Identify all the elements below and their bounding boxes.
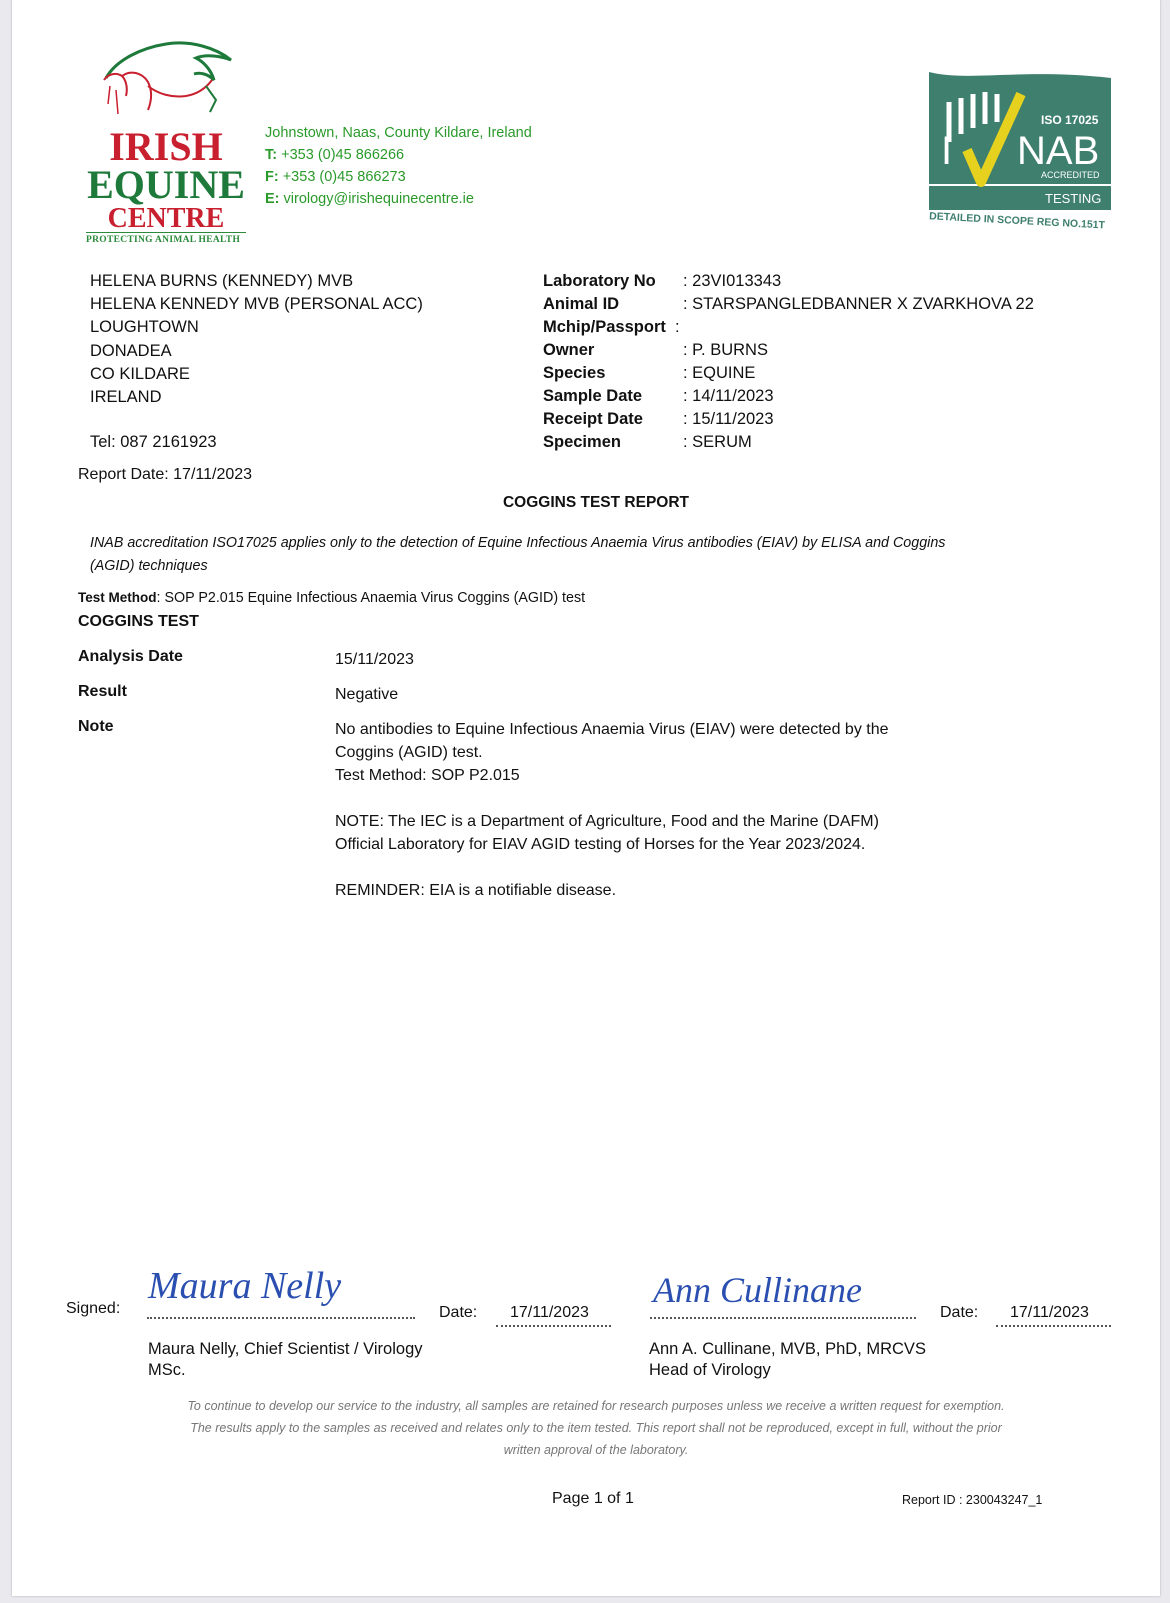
note-paragraph: REMINDER: EIA is a notifiable disease.	[335, 882, 617, 899]
signature-maura-nelly	[144, 1258, 414, 1318]
signatory1	[148, 1339, 423, 1381]
report-title: COGGINS TEST REPORT	[502, 494, 689, 511]
footer-line: The results apply to the samples as received and relates only to the item tested. This report shall not be reproduced, except in full, without the prior	[190, 1421, 1002, 1435]
note-paragraph: Test Method: SOP P2.015	[335, 767, 520, 784]
note-paragraph: NOTE: The IEC is a Department of Agriculture, Food and the Marine (DAFM) Official Laboratory for EIAV AGID testing of Horses for the Year 2023/2024.	[335, 813, 879, 853]
lab-info-label: Sample Date	[543, 387, 643, 405]
sig1-date-label: Date:	[439, 1304, 478, 1321]
fax-label: F:	[265, 169, 279, 185]
signatory1-name: Maura Nelly, Chief Scientist / Virology	[148, 1340, 423, 1358]
inab-testing: TESTING	[1045, 191, 1102, 206]
address-line: HELENA KENNEDY MVB (PERSONAL ACC)	[90, 295, 423, 314]
signature-line	[650, 1317, 916, 1319]
date-line	[996, 1325, 1111, 1327]
note-body	[335, 718, 910, 925]
footer-disclaimer	[12, 1395, 1170, 1461]
test-method-label: Test Method	[78, 590, 157, 605]
lab-info-label: Animal ID	[543, 295, 620, 313]
logo-centre: CENTRE	[107, 203, 225, 234]
lab-info	[543, 270, 1034, 454]
footer-line: written approval of the laboratory.	[503, 1443, 689, 1457]
lab-info-label: Owner	[543, 341, 595, 359]
test-method	[78, 590, 585, 606]
inab-accreditation-badge	[929, 72, 1119, 232]
lab-info-value: : EQUINE	[683, 364, 756, 382]
lab-info-value: : STARSPANGLEDBANNER X ZVARKHOVA 22	[683, 295, 1034, 313]
contact-tel: +353 (0)45 866266	[281, 147, 405, 163]
lab-info-label: Species	[543, 364, 606, 382]
signatory2-role: Head of Virology	[649, 1361, 771, 1379]
section-title: COGGINS TEST	[78, 613, 199, 630]
address-line: LOUGHTOWN	[90, 318, 199, 337]
signatory2	[649, 1339, 926, 1381]
lab-info-label: Mchip/Passport	[543, 318, 666, 336]
logo-equine: EQUINE	[87, 162, 245, 207]
address-line: CO KILDARE	[90, 364, 190, 383]
report-id: Report ID : 230043247_1	[902, 1493, 1043, 1507]
address-line: DONADEA	[90, 341, 172, 360]
recipient-address	[90, 270, 423, 409]
inab-scope: DETAILED IN SCOPE REG NO.151T	[929, 210, 1106, 232]
signature-line	[147, 1317, 415, 1319]
contact-fax: +353 (0)45 866273	[282, 169, 406, 185]
result-value: Negative	[335, 686, 399, 703]
contact-email: virology@irishequinecentre.ie	[283, 191, 474, 207]
inab-iso-text: ISO 17025	[1041, 113, 1099, 127]
test-method-value: : SOP P2.015 Equine Infectious Anaemia Virus Coggins (AGID) test	[156, 590, 586, 606]
inab-name: NAB	[1017, 129, 1100, 173]
logo-irish: IRISH	[109, 124, 223, 169]
signature-ann-cullinane	[649, 1260, 909, 1320]
signatory2-name: Ann A. Cullinane, MVB, PhD, MRCVS	[649, 1340, 926, 1358]
lab-info-label: Laboratory No	[543, 272, 656, 290]
signed-label: Signed:	[66, 1300, 121, 1317]
analysis-date-value: 15/11/2023	[335, 651, 414, 668]
lab-info-label: Receipt Date	[543, 410, 643, 428]
lab-info-label: Specimen	[543, 433, 621, 451]
recipient-tel: Tel: 087 2161923	[90, 433, 217, 451]
inab-accreditation-note: INAB accreditation ISO17025 applies only to the detection of Equine Infectious Anaemia Virus antibodies (EIAV) by ELISA and Coggins (AGID) techniques	[90, 535, 946, 574]
lab-info-value: : P. BURNS	[683, 341, 768, 359]
contact-address: Johnstown, Naas, County Kildare, Ireland	[265, 125, 532, 141]
email-label: E:	[265, 191, 280, 207]
horse-logo-icon	[86, 30, 246, 130]
lab-info-value: : 14/11/2023	[683, 387, 774, 405]
report-date: Report Date: 17/11/2023	[78, 466, 253, 483]
note-label: Note	[78, 718, 114, 735]
signatory1-qualification: MSc.	[148, 1361, 186, 1379]
result-label: Result	[78, 683, 127, 700]
sig1-date: 17/11/2023	[510, 1304, 589, 1321]
tel-label: T:	[265, 147, 278, 163]
inab-letter-i: I	[941, 129, 953, 173]
report-page	[12, 0, 1160, 1596]
inab-accredited: ACCREDITED	[1041, 170, 1100, 180]
lab-info-value: : SERUM	[683, 433, 752, 451]
logo-tagline: PROTECTING ANIMAL HEALTH	[86, 232, 246, 245]
logo-wordmark	[86, 124, 246, 234]
analysis-date-label: Analysis Date	[78, 648, 183, 665]
sig2-date: 17/11/2023	[1010, 1304, 1089, 1321]
page-number: Page 1 of 1	[552, 1490, 634, 1507]
address-line: IRELAND	[90, 388, 162, 407]
lab-info-value: : 15/11/2023	[683, 410, 774, 428]
signature-script: Maura Nelly	[148, 1265, 342, 1307]
signature-script: Ann Cullinane	[653, 1270, 862, 1310]
date-line	[496, 1325, 611, 1327]
address-line: HELENA BURNS (KENNEDY) MVB	[90, 272, 354, 290]
note-paragraph: No antibodies to Equine Infectious Anaemia Virus (EIAV) were detected by the Coggins (AGID) test.	[335, 721, 889, 761]
contact-block	[265, 122, 532, 210]
lab-info-value: :	[675, 318, 680, 336]
lab-info-value: : 23VI013343	[683, 272, 782, 290]
footer-line: To continue to develop our service to the industry, all samples are retained for research purposes unless we receive a written request for exemption.	[187, 1399, 1005, 1413]
sig2-date-label: Date:	[940, 1304, 979, 1321]
